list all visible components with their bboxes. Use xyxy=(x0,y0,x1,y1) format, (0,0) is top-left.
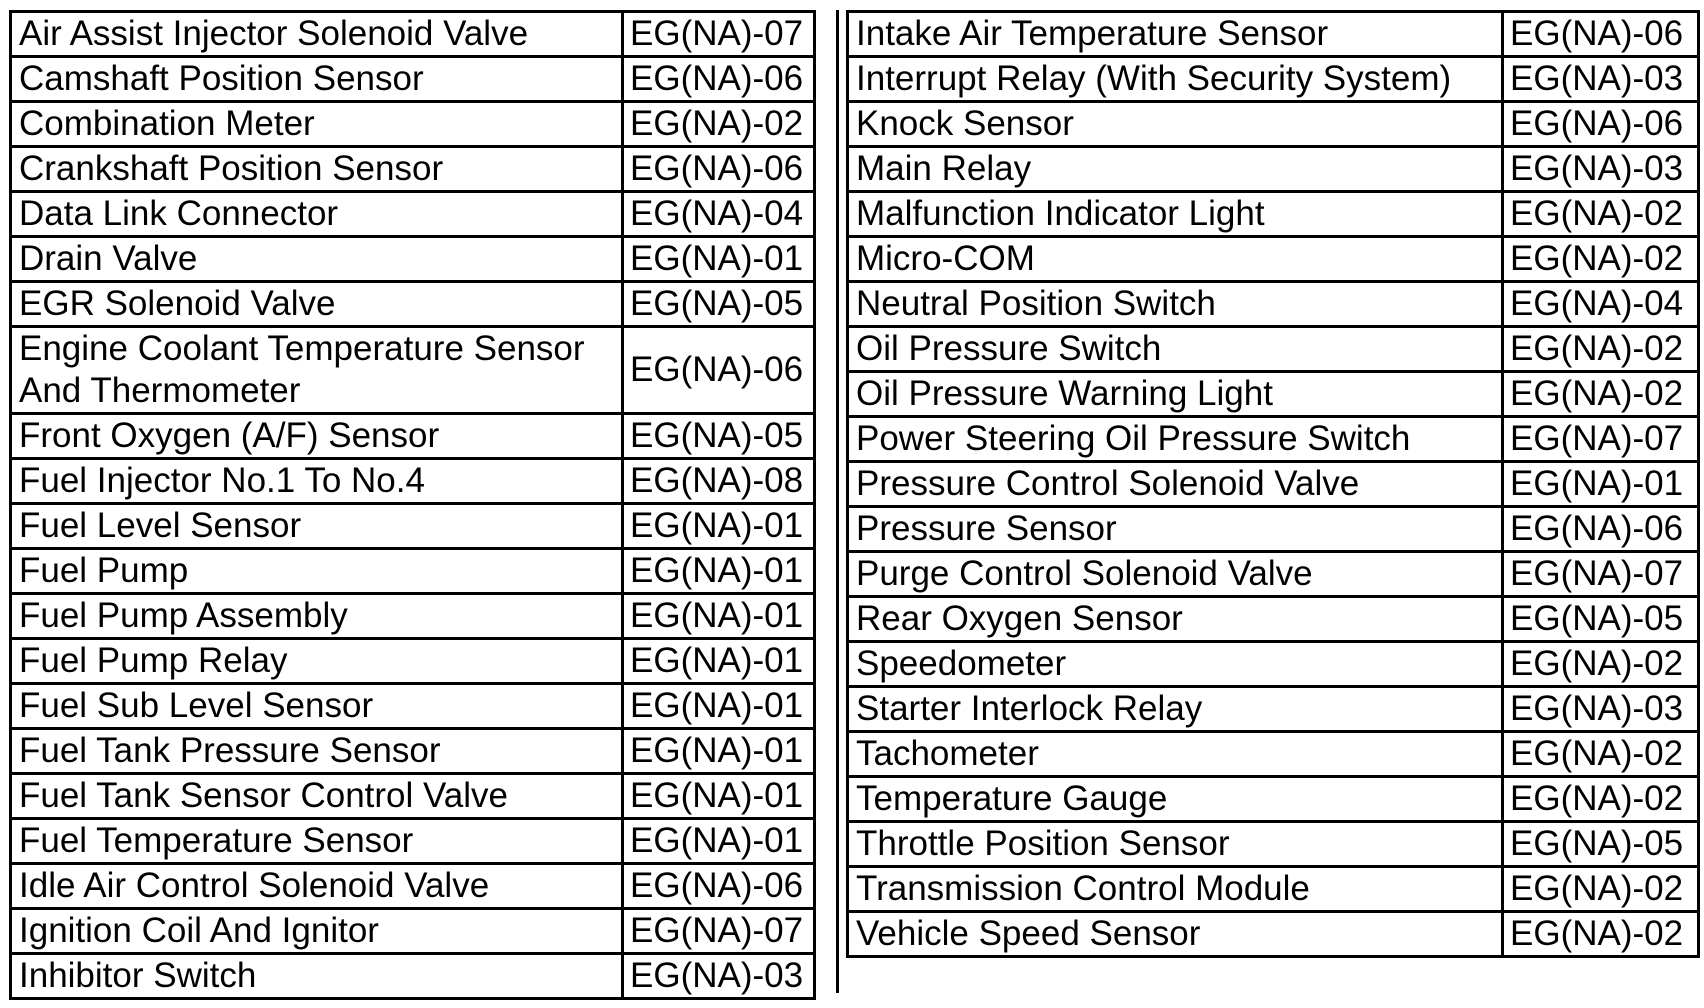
component-name-cell: Oil Pressure Warning Light xyxy=(848,372,1503,417)
component-name-cell: Combination Meter xyxy=(11,102,623,147)
diagram-code-cell: EG(NA)-02 xyxy=(1503,642,1699,687)
component-name-cell: Intake Air Temperature Sensor xyxy=(848,12,1503,57)
left-table-row xyxy=(11,12,815,57)
component-name-cell: Fuel Temperature Sensor xyxy=(11,819,623,864)
component-name-cell: Data Link Connector xyxy=(11,192,623,237)
right-table-row xyxy=(848,102,1699,147)
component-name-cell: Fuel Level Sensor xyxy=(11,504,623,549)
left-table-row xyxy=(11,954,815,999)
left-table-row xyxy=(11,684,815,729)
diagram-code-cell: EG(NA)-06 xyxy=(623,147,815,192)
component-name-cell: Transmission Control Module xyxy=(848,867,1503,912)
component-name-cell: Starter Interlock Relay xyxy=(848,687,1503,732)
diagram-code-cell: EG(NA)-06 xyxy=(1503,507,1699,552)
component-name-cell: Rear Oxygen Sensor xyxy=(848,597,1503,642)
component-name-cell: Camshaft Position Sensor xyxy=(11,57,623,102)
right-table-body xyxy=(848,12,1699,957)
left-table-row xyxy=(11,549,815,594)
right-table-row xyxy=(848,192,1699,237)
diagram-code-cell: EG(NA)-08 xyxy=(623,459,815,504)
diagram-code-cell: EG(NA)-05 xyxy=(623,414,815,459)
left-table-row xyxy=(11,327,815,414)
left-table-row xyxy=(11,192,815,237)
component-name-cell: Pressure Control Solenoid Valve xyxy=(848,462,1503,507)
diagram-code-cell: EG(NA)-04 xyxy=(1503,282,1699,327)
left-table-row xyxy=(11,594,815,639)
diagram-code-cell: EG(NA)-05 xyxy=(1503,822,1699,867)
component-name-cell: EGR Solenoid Valve xyxy=(11,282,623,327)
component-name-cell: Drain Valve xyxy=(11,237,623,282)
left-table-body xyxy=(11,12,815,999)
right-table-row xyxy=(848,507,1699,552)
left-table-row xyxy=(11,819,815,864)
diagram-code-cell: EG(NA)-02 xyxy=(1503,372,1699,417)
component-name-cell: Engine Coolant Temperature Sensor And Thermometer xyxy=(11,327,623,414)
component-name-cell: Vehicle Speed Sensor xyxy=(848,912,1503,957)
left-table-row xyxy=(11,639,815,684)
component-name-cell: Ignition Coil And Ignitor xyxy=(11,909,623,954)
diagram-code-cell: EG(NA)-01 xyxy=(623,819,815,864)
diagram-code-cell: EG(NA)-06 xyxy=(1503,102,1699,147)
diagram-code-cell: EG(NA)-05 xyxy=(1503,597,1699,642)
component-name-cell: Malfunction Indicator Light xyxy=(848,192,1503,237)
component-name-cell: Fuel Tank Pressure Sensor xyxy=(11,729,623,774)
component-name-cell: Inhibitor Switch xyxy=(11,954,623,999)
component-name-cell: Front Oxygen (A/F) Sensor xyxy=(11,414,623,459)
right-table-row xyxy=(848,327,1699,372)
diagram-code-cell: EG(NA)-07 xyxy=(623,12,815,57)
component-name-cell: Fuel Injector No.1 To No.4 xyxy=(11,459,623,504)
component-name-cell: Knock Sensor xyxy=(848,102,1503,147)
diagram-code-cell: EG(NA)-05 xyxy=(623,282,815,327)
diagram-code-cell: EG(NA)-06 xyxy=(623,57,815,102)
right-table-row xyxy=(848,597,1699,642)
diagram-code-cell: EG(NA)-03 xyxy=(1503,687,1699,732)
diagram-code-cell: EG(NA)-03 xyxy=(1503,147,1699,192)
left-table-row xyxy=(11,282,815,327)
component-name-cell: Pressure Sensor xyxy=(848,507,1503,552)
diagram-code-cell: EG(NA)-07 xyxy=(1503,417,1699,462)
component-index-table-right xyxy=(846,10,1700,958)
right-table-row xyxy=(848,642,1699,687)
diagram-code-cell: EG(NA)-07 xyxy=(1503,552,1699,597)
component-name-cell: Air Assist Injector Solenoid Valve xyxy=(11,12,623,57)
left-table-row xyxy=(11,864,815,909)
component-name-cell: Fuel Pump xyxy=(11,549,623,594)
diagram-code-cell: EG(NA)-02 xyxy=(1503,327,1699,372)
diagram-code-cell: EG(NA)-01 xyxy=(623,237,815,282)
component-name-cell: Power Steering Oil Pressure Switch xyxy=(848,417,1503,462)
component-name-cell: Oil Pressure Switch xyxy=(848,327,1503,372)
right-table-row xyxy=(848,687,1699,732)
component-name-cell: Fuel Sub Level Sensor xyxy=(11,684,623,729)
left-table-row xyxy=(11,57,815,102)
component-name-cell: Idle Air Control Solenoid Valve xyxy=(11,864,623,909)
component-name-cell: Micro-COM xyxy=(848,237,1503,282)
component-name-cell: Interrupt Relay (With Security System) xyxy=(848,57,1503,102)
column-divider-left-rule xyxy=(836,10,839,993)
right-table-row xyxy=(848,912,1699,957)
component-name-cell: Fuel Pump Assembly xyxy=(11,594,623,639)
right-table-row xyxy=(848,237,1699,282)
left-table-row xyxy=(11,774,815,819)
component-name-cell: Fuel Tank Sensor Control Valve xyxy=(11,774,623,819)
component-name-cell: Neutral Position Switch xyxy=(848,282,1503,327)
diagram-code-cell: EG(NA)-06 xyxy=(1503,12,1699,57)
right-table-row xyxy=(848,552,1699,597)
right-table-row xyxy=(848,822,1699,867)
diagram-code-cell: EG(NA)-03 xyxy=(1503,57,1699,102)
component-name-cell: Temperature Gauge xyxy=(848,777,1503,822)
component-name-cell: Throttle Position Sensor xyxy=(848,822,1503,867)
component-name-cell: Tachometer xyxy=(848,732,1503,777)
left-table-row xyxy=(11,102,815,147)
diagram-code-cell: EG(NA)-02 xyxy=(1503,732,1699,777)
left-table-row xyxy=(11,504,815,549)
right-table-row xyxy=(848,147,1699,192)
right-table-row xyxy=(848,462,1699,507)
diagram-code-cell: EG(NA)-02 xyxy=(1503,912,1699,957)
component-name-cell: Crankshaft Position Sensor xyxy=(11,147,623,192)
right-table-row xyxy=(848,282,1699,327)
component-name-cell: Purge Control Solenoid Valve xyxy=(848,552,1503,597)
diagram-code-cell: EG(NA)-01 xyxy=(623,729,815,774)
component-name-cell: Speedometer xyxy=(848,642,1503,687)
right-table-row xyxy=(848,57,1699,102)
left-table-row xyxy=(11,414,815,459)
diagram-code-cell: EG(NA)-06 xyxy=(623,864,815,909)
left-table-row xyxy=(11,729,815,774)
left-table-row xyxy=(11,237,815,282)
component-index-table-left xyxy=(9,10,816,1000)
right-table-row xyxy=(848,417,1699,462)
right-table-row xyxy=(848,777,1699,822)
left-table-row xyxy=(11,459,815,504)
diagram-code-cell: EG(NA)-01 xyxy=(623,684,815,729)
diagram-code-cell: EG(NA)-01 xyxy=(1503,462,1699,507)
diagram-code-cell: EG(NA)-02 xyxy=(1503,237,1699,282)
right-table-row xyxy=(848,12,1699,57)
diagram-code-cell: EG(NA)-01 xyxy=(623,594,815,639)
right-table-row xyxy=(848,732,1699,777)
diagram-code-cell: EG(NA)-01 xyxy=(623,504,815,549)
diagram-code-cell: EG(NA)-01 xyxy=(623,549,815,594)
left-table-row xyxy=(11,147,815,192)
component-name-cell: Main Relay xyxy=(848,147,1503,192)
diagram-code-cell: EG(NA)-01 xyxy=(623,639,815,684)
diagram-code-cell: EG(NA)-02 xyxy=(1503,777,1699,822)
left-table-row xyxy=(11,909,815,954)
diagram-code-cell: EG(NA)-04 xyxy=(623,192,815,237)
diagram-code-cell: EG(NA)-01 xyxy=(623,774,815,819)
right-table-row xyxy=(848,867,1699,912)
diagram-code-cell: EG(NA)-07 xyxy=(623,909,815,954)
diagram-code-cell: EG(NA)-02 xyxy=(1503,867,1699,912)
right-table-row xyxy=(848,372,1699,417)
diagram-code-cell: EG(NA)-06 xyxy=(623,327,815,414)
diagram-code-cell: EG(NA)-02 xyxy=(1503,192,1699,237)
diagram-code-cell: EG(NA)-02 xyxy=(623,102,815,147)
component-name-cell: Fuel Pump Relay xyxy=(11,639,623,684)
diagram-code-cell: EG(NA)-03 xyxy=(623,954,815,999)
